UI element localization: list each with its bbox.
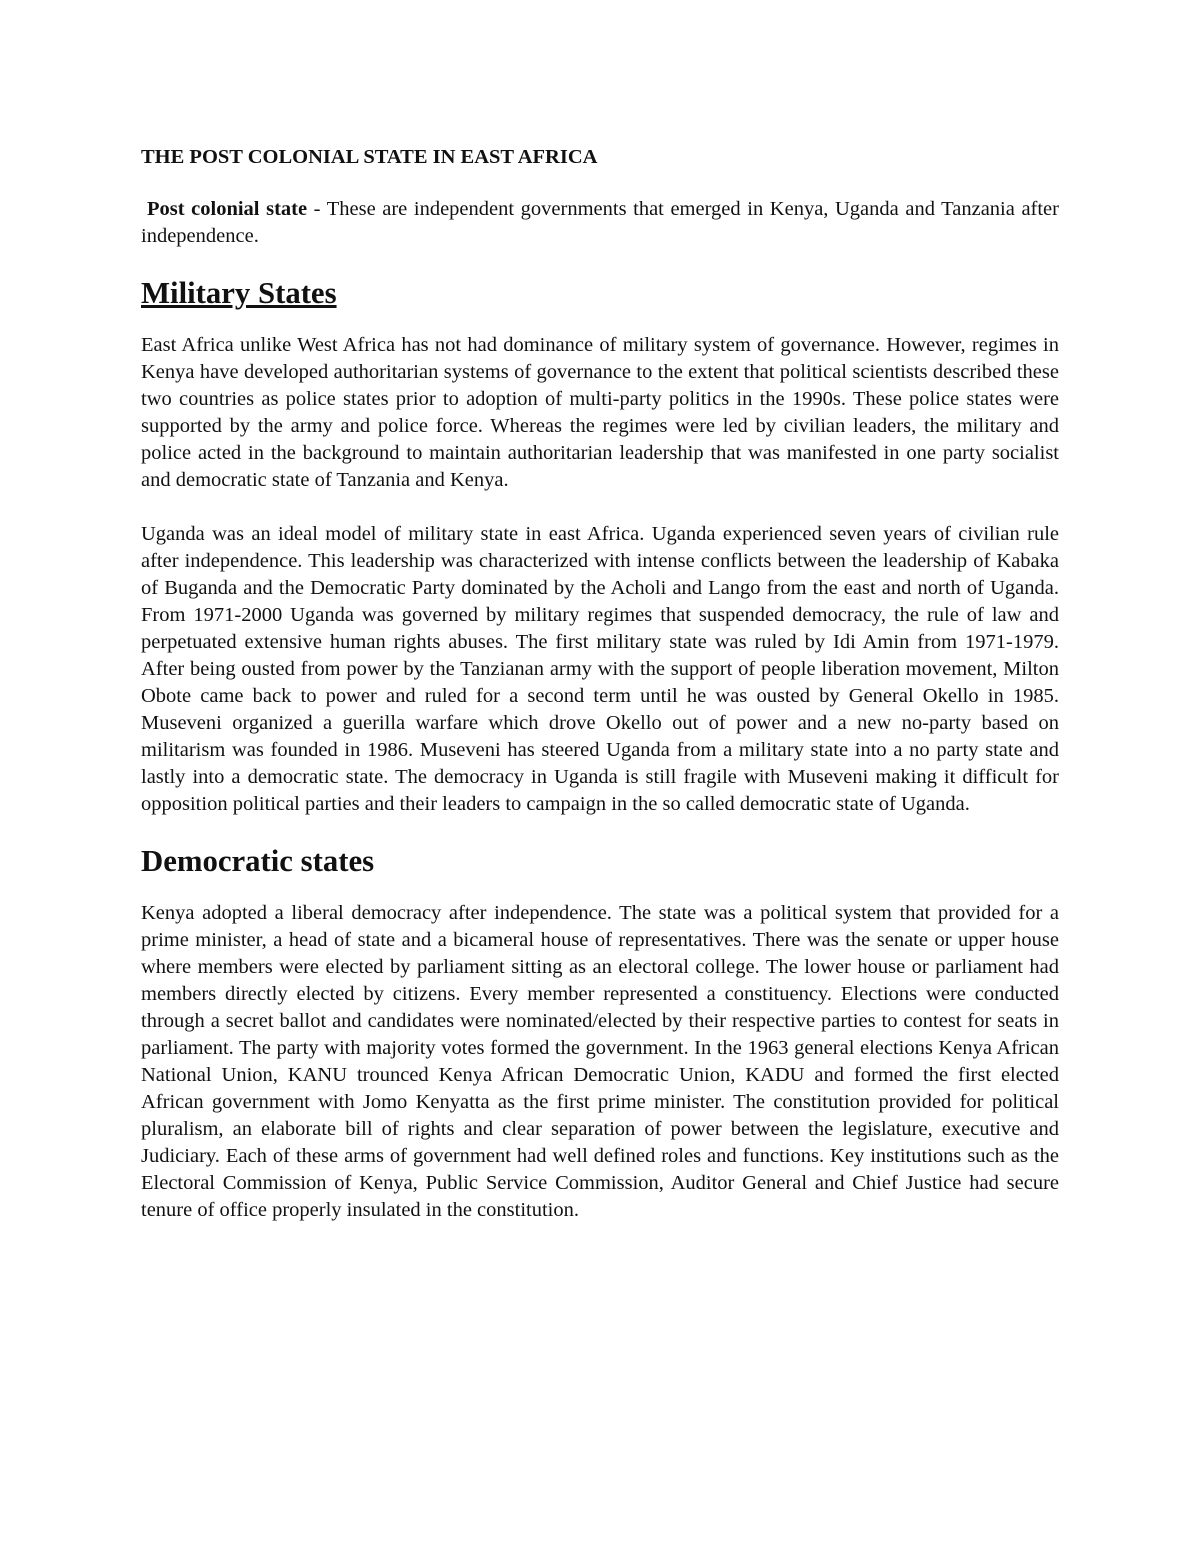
document-page xyxy=(141,142,1059,1224)
military-states-paragraph-2: Uganda was an ideal model of military state in east Africa. Uganda experienced seven years of civilian rule after independence. This leadership was characterized with intense conflicts between the leadership of Kabaka of Buganda and the Democratic Party dominated by the Acholi and Lango from the east and north of Uganda. From 1971-2000 Uganda was governed by military regimes that suspended democracy, the rule of law and perpetuated extensive human rights abuses. The first military state was ruled by Idi Amin from 1971-1979. After being ousted from power by the Tanzianan army with the support of people liberation movement, Milton Obote came back to power and ruled for a second term until he was ousted by General Okello in 1985. Museveni organized a guerilla warfare which drove Okello out of power and a new no-party based on militarism was founded in 1986. Museveni has steered Uganda from a military state into a no party state and lastly into a democratic state. The democracy in Uganda is still fragile with Museveni making it difficult for opposition political parties and their leaders to campaign in the so called democratic state of Uganda. xyxy=(141,523,1059,815)
section-heading-democratic-states: Democratic states xyxy=(141,844,375,878)
democratic-states-paragraph-1: Kenya adopted a liberal democracy after independence. The state was a political system that provided for a prime minister, a head of state and a bicameral house of representatives. There was the senate or upper house where members were elected by parliament sitting as an electoral college. The lower house or parliament had members directly elected by citizens. Every member represented a constituency. Elections were conducted through a secret ballot and candidates were nominated/elected by their respective parties to contest for seats in parliament. The party with majority votes formed the government. In the 1963 general elections Kenya African National Union, KANU trounced Kenya African Democratic Union, KADU and formed the first elected African government with Jomo Kenyatta as the first prime minister. The constitution provided for political pluralism, an elaborate bill of rights and clear separation of power between the legislature, executive and Judiciary. Each of these arms of government had well defined roles and functions. Key institutions such as the Electoral Commission of Kenya, Public Service Commission, Auditor General and Chief Justice had secure tenure of office properly insulated in the constitution. xyxy=(141,902,1059,1221)
intro-definition: - These are independent governments that emerged in Kenya, Uganda and Tanzania after independence. xyxy=(141,198,1059,247)
military-states-paragraph-1: East Africa unlike West Africa has not had dominance of military system of governance. However, regimes in Kenya have developed authoritarian systems of governance to the extent that political scientists described these two countries as police states prior to adoption of multi-party politics in the 1990s. These police states were supported by the army and police force. Whereas the regimes were led by civilian leaders, the military and police acted in the background to maintain authoritarian leadership that was manifested in one party socialist and democratic state of Tanzania and Kenya. xyxy=(141,334,1059,491)
document-title: THE POST COLONIAL STATE IN EAST AFRICA xyxy=(141,146,598,168)
section-heading-military-states: Military States xyxy=(141,276,337,310)
intro-term: Post colonial state xyxy=(147,198,308,220)
intro-paragraph xyxy=(141,196,1059,250)
